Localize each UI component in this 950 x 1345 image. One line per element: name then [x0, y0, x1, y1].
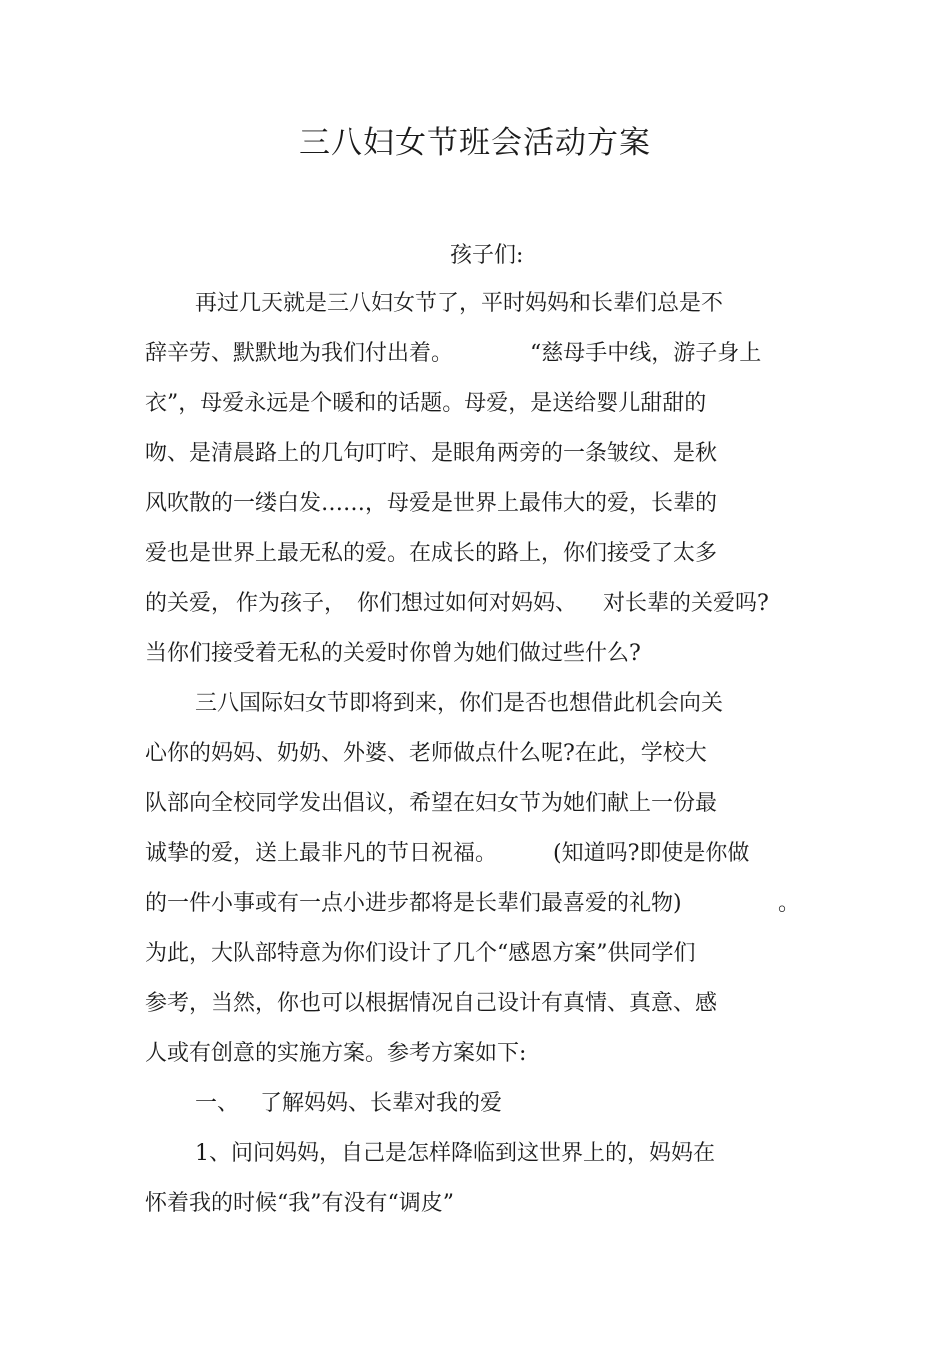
body-line: 参考，当然，你也可以根据情况自己设计有真情、真意、感 [145, 991, 718, 1016]
body-line: 诚挚的爱，送上最非凡的节日祝福。 [145, 841, 498, 866]
section-heading: 了解妈妈、长辈对我的爱 [260, 1091, 503, 1116]
body-line: 当你们接受着无私的关爱时你曾为她们做过些什么? [145, 641, 641, 666]
body-line: 风吹散的一缕白发……，母爱是世界上最伟大的爱，长辈的 [145, 491, 718, 516]
list-item: 怀着我的时候“我”有没有“调皮” [145, 1191, 454, 1216]
body-line: 人或有创意的实施方案。参考方案如下: [145, 1041, 527, 1066]
body-line: 对长辈的关爱吗? [603, 591, 769, 616]
body-line-aside: (知道吗?即使是你做 [553, 841, 750, 866]
list-item: 1、问问妈妈，自己是怎样降临到这世界上的，妈妈在 [195, 1141, 715, 1166]
body-line: 的一件小事或有一点小进步都将是长辈们最喜爱的礼物) [145, 891, 682, 916]
body-line: 辞辛劳、默默地为我们付出着。 [145, 341, 454, 366]
body-line: 爱也是世界上最无私的爱。在成长的路上，你们接受了太多 [145, 541, 718, 566]
body-line: 吻、是清晨路上的几句叮咛、是眼角两旁的一条皱纹、是秋 [145, 441, 718, 466]
document-title: 三八妇女节班会活动方案 [299, 125, 651, 161]
body-line: 衣”，母爱永远是个暖和的话题。母爱，是送给婴儿甜甜的 [145, 391, 707, 416]
body-line: 为此，大队部特意为你们设计了几个“感恩方案”供同学们 [145, 941, 696, 966]
body-line: 队部向全校同学发出倡议，希望在妇女节为她们献上一份最 [145, 791, 718, 816]
body-line: 三八国际妇女节即将到来，你们是否也想借此机会向关 [195, 691, 724, 716]
body-line-period: 。 [778, 891, 801, 916]
salutation: 孩子们: [450, 243, 524, 268]
body-line-quote: “慈母手中线，游子身上 [530, 341, 762, 366]
section-number: 一、 [195, 1091, 240, 1116]
body-line: 作为孩子， [236, 591, 347, 616]
body-line: 你们想过如何对妈妈、 [357, 591, 578, 616]
body-line: 的关爱， [145, 591, 234, 616]
body-line: 心你的妈妈、奶奶、外婆、老师做点什么呢?在此，学校大 [145, 741, 707, 766]
body-line: 再过几天就是三八妇女节了，平时妈妈和长辈们总是不 [195, 291, 724, 316]
